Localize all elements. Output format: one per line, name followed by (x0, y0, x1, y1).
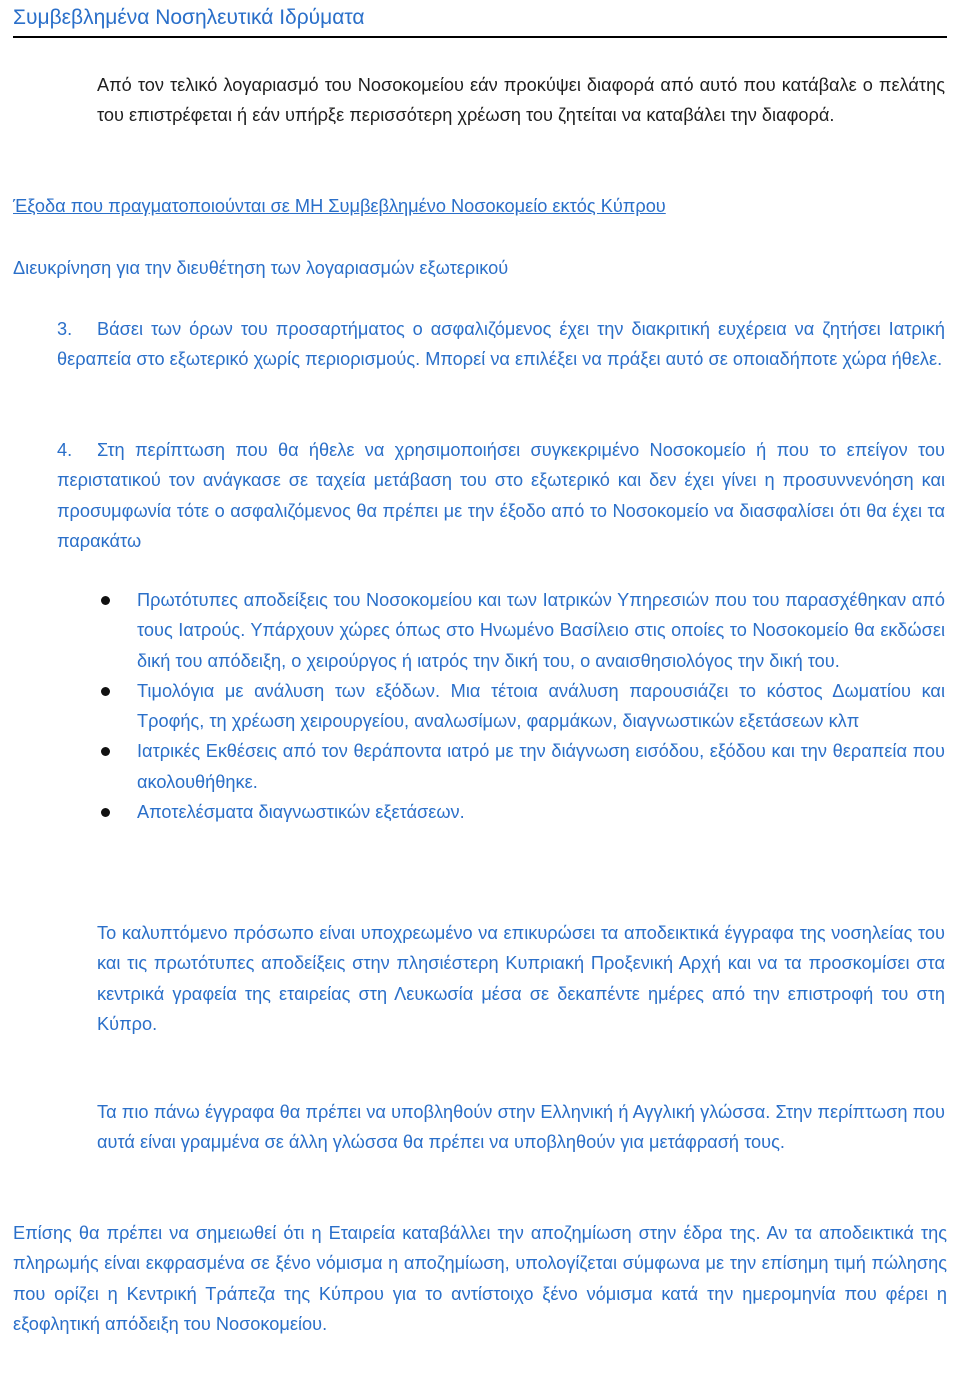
numbered-item-3 (57, 314, 945, 375)
item-number: 4. (57, 440, 73, 460)
covered-person-paragraph: Το καλυπτόμενο πρόσωπο είναι υποχρεωμένο να επικυρώσει τα αποδεικτικά έγγραφα της νοσηλείας του και τις πρωτότυπες αποδείξεις στην πλησιέστερη Κυπριακή Προξενική Αρχή και να τα προσκομίσει στα κεντρικά γραφεία της εταιρείας στη Λευκωσία μέσα σε δεκαπέντε ημέρες από την επιστροφή του στη Κύπρο. (97, 923, 945, 1034)
intro-paragraph: Από τον τελικό λογαριασμό του Νοσοκομείου εάν προκύψει διαφορά από αυτό που κατάβαλε ο πελάτης του επιστρέφεται ή εάν υπήρξε περισσότερη χρέωση του ζητείται να καταβάλει την διαφορά. (97, 75, 945, 126)
bullet-icon (101, 747, 110, 756)
required-documents-list (97, 585, 945, 827)
list-item: Αποτελέσματα διαγνωστικών εξετάσεων. (97, 797, 945, 827)
final-paragraph: Επίσης θα πρέπει να σημειωθεί ότι η Εταιρεία καταβάλλει την αποζημίωση στην έδρα της. Αν τα αποδεικτικά της πληρωμής είναι εκφρασμένα σε ξένο νόμισμα η αποζημίωση, υπολογίζεται σύμφωνα με την επίσημη τιμή πώλησης που ορίζει η Κεντρική Τράπεζα της Κύπρου για το αντίστοιχο ξένο νόμισμα κατά την ημερομηνία που φέρει η εξοφλητική απόδειξη του Νοσοκομείου. (13, 1223, 947, 1334)
page-title: Συμβεβλημένα Νοσηλευτικά Ιδρύματα (13, 6, 365, 29)
item-text: Στη περίπτωση που θα ήθελε να χρησιμοποιήσει συγκεκριμένο Νοσοκομείο ή που το επείγον του περιστατικού τον ανάγκασε σε ταχεία μετάβαση του στο εξωτερικό και δεν έχει γίνει η προσυννενόηση και προσυμφωνία τότε ο ασφαλιζόμενος θα πρέπει με την έξοδο από το Νοσοκομείο να διασφαλίσει ότι θα έχει τα παρακάτω (57, 440, 945, 551)
item-number: 3. (57, 319, 73, 339)
list-item: Ιατρικές Εκθέσεις από τον θεράποντα ιατρό με την διάγνωση εισόδου, εξόδου και την θεραπεία που ακολουθήθηκε. (97, 736, 945, 797)
page-header (13, 4, 947, 38)
list-item: Τιμολόγια με ανάλυση των εξόδων. Μια τέτοια ανάλυση παρουσιάζει το κόστος Δωματίου και Τροφής, τη χρέωση χειρουργείου, αναλωσίμων, φαρμάκων, διαγνωστικών εξετάσεων κλπ (97, 676, 945, 737)
bullet-icon (101, 596, 110, 605)
numbered-item-4 (57, 435, 945, 556)
section-subheading: Διευκρίνηση για την διευθέτηση των λογαριασμών εξωτερικού (13, 258, 509, 278)
bullet-icon (101, 808, 110, 817)
section-heading: Έξοδα που πραγματοποιούνται σε ΜΗ Συμβεβλημένο Νοσοκομείο εκτός Κύπρου (13, 196, 666, 216)
item-text: Βάσει των όρων του προσαρτήματος ο ασφαλιζόμενος έχει την διακριτική ευχέρεια να ζητήσει Ιατρική θεραπεία στο εξωτερικό χωρίς περιορισμούς. Μπορεί να επιλέξει να πράξει αυτό σε οποιαδήποτε χώρα ήθελε. (57, 319, 945, 370)
list-item: Πρωτότυπες αποδείξεις του Νοσοκομείου και των Ιατρικών Υπηρεσιών που του παρασχέθηκαν από τους Ιατρούς. Υπάρχουν χώρες όπως στο Ηνωμένο Βασίλειο στις οποίες το Νοσοκομείο θα εκδώσει δική του απόδειξη, ο χειρούργος ή ιατρός την δική του, ο αναισθησιολόγος την δική του. (97, 585, 945, 676)
language-paragraph: Τα πιο πάνω έγγραφα θα πρέπει να υποβληθούν στην Ελληνική ή Αγγλική γλώσσα. Στην περίπτωση που αυτά είναι γραμμένα σε άλλη γλώσσα θα πρέπει να υποβληθούν για μετάφρασή τους. (97, 1102, 945, 1153)
bullet-icon (101, 687, 110, 696)
